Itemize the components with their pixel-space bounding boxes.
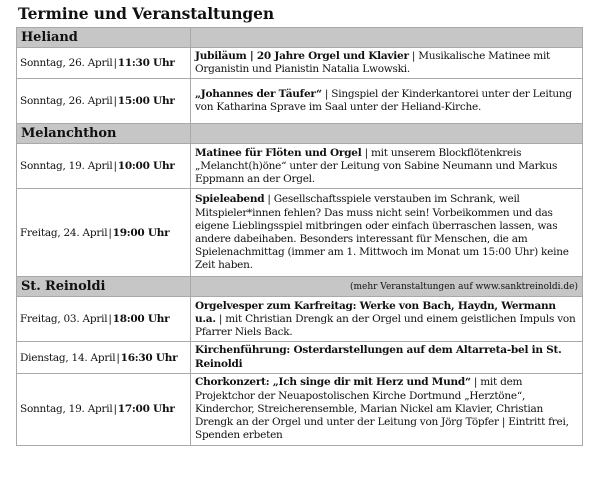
event-description bbox=[191, 144, 583, 189]
event-datetime bbox=[17, 373, 191, 445]
event-row bbox=[17, 342, 583, 373]
event-datetime bbox=[17, 342, 191, 373]
section-header bbox=[17, 28, 583, 48]
event-text: | mit Christian Drengk an der Orgel und einem geistlichen Impuls von Pfarrer Niels Back. bbox=[195, 312, 576, 338]
event-row bbox=[17, 48, 583, 79]
event-headline: Kirchenführung: Osterdarstellungen auf dem Altarreta-bel in St. Reinoldi bbox=[195, 344, 562, 370]
date-separator: | bbox=[113, 95, 117, 108]
event-date: Dienstag, 14. April bbox=[20, 351, 116, 364]
event-description bbox=[191, 297, 583, 342]
date-separator: | bbox=[108, 313, 112, 326]
date-separator: | bbox=[116, 351, 120, 364]
event-date: Sonntag, 19. April bbox=[20, 403, 113, 416]
event-description bbox=[191, 373, 583, 445]
event-row bbox=[17, 373, 583, 445]
event-text: | Gesellschaftsspiele verstauben im Schrank, weil Mitspieler*innen fehlen? Das muss nicht sein! Vorbeikommen und das eigene Lieblingsspiel mitbringen oder einfach überraschen lassen, was andere dabeihaben. Besonders interessant für Menschen, die am Spielenachmittag (immer am 1. Mittwoch im Monat um 15:00 Uhr) keine Zeit haben. bbox=[195, 193, 569, 272]
date-separator: | bbox=[108, 226, 112, 239]
event-row bbox=[17, 297, 583, 342]
section-note: (mehr Veranstaltungen auf www.sanktreinoldi.de) bbox=[191, 277, 583, 297]
date-separator: | bbox=[113, 403, 117, 416]
event-date: Freitag, 24. April bbox=[20, 226, 108, 239]
event-datetime bbox=[17, 144, 191, 189]
event-text: | Musikalische Matinee mit Organistin und Pianistin Natalia Lwowski. bbox=[195, 50, 551, 76]
section-header bbox=[17, 124, 583, 144]
date-separator: | bbox=[113, 57, 117, 70]
event-date: Freitag, 03. April bbox=[20, 313, 108, 326]
event-text: | Singspiel der Kinderkantorei unter der Leitung von Katharina Sprave im Saal unter der Heliand-Kirche. bbox=[195, 88, 572, 114]
event-text: | mit unserem Blockflötenkreis „Melancht(h)öne“ unter der Leitung von Sabine Neumann und Markus Eppmann an der Orgel. bbox=[195, 146, 558, 185]
event-time: 19:00 Uhr bbox=[112, 226, 170, 239]
event-time: 11:30 Uhr bbox=[117, 57, 175, 70]
event-date: Sonntag, 26. April bbox=[20, 57, 113, 70]
event-headline: Chorkonzert: „Ich singe dir mit Herz und Mund“ bbox=[195, 376, 471, 389]
event-description bbox=[191, 48, 583, 79]
event-headline: Jubiläum | 20 Jahre Orgel und Klavier bbox=[195, 50, 409, 62]
event-datetime bbox=[17, 48, 191, 79]
date-separator: | bbox=[113, 160, 117, 173]
section-name: St. Reinoldi bbox=[17, 277, 191, 297]
event-headline: Matinee für Flöten und Orgel bbox=[195, 146, 362, 159]
event-description bbox=[191, 189, 583, 277]
event-date: Sonntag, 26. April bbox=[20, 95, 113, 108]
event-text: | mit dem Projektchor der Neuapostolischen Kirche Dortmund „Herztöne“, Kinderchor, Streicherensemble, Marian Nickel am Klavier, Christian Drengk an der Orgel und unter der Leitung von Jörg Töpfer | Eintritt frei, Spenden erbeten bbox=[195, 376, 569, 442]
event-datetime bbox=[17, 79, 191, 124]
event-time: 18:00 Uhr bbox=[112, 313, 170, 326]
event-row bbox=[17, 189, 583, 277]
event-description bbox=[191, 342, 583, 373]
event-row bbox=[17, 144, 583, 189]
section-note bbox=[191, 124, 583, 144]
event-headline: „Johannes der Täufer“ bbox=[195, 88, 322, 101]
page-title: Termine und Veranstaltungen bbox=[18, 4, 275, 23]
event-headline: Orgelvesper zum Karfreitag: Werke von Bach, Haydn, Wermann u.a. bbox=[195, 299, 556, 325]
event-time: 10:00 Uhr bbox=[117, 160, 175, 173]
event-row bbox=[17, 79, 583, 124]
section-name: Melanchthon bbox=[17, 124, 191, 144]
section-header bbox=[17, 277, 583, 297]
section-note bbox=[191, 28, 583, 48]
event-datetime bbox=[17, 189, 191, 277]
events-table bbox=[16, 27, 583, 446]
event-datetime bbox=[17, 297, 191, 342]
event-time: 15:00 Uhr bbox=[117, 95, 175, 108]
event-headline: Spieleabend bbox=[195, 193, 265, 206]
event-time: 17:00 Uhr bbox=[117, 403, 175, 416]
event-time: 16:30 Uhr bbox=[120, 351, 178, 364]
event-description bbox=[191, 79, 583, 124]
event-date: Sonntag, 19. April bbox=[20, 160, 113, 173]
section-name: Heliand bbox=[17, 28, 191, 48]
